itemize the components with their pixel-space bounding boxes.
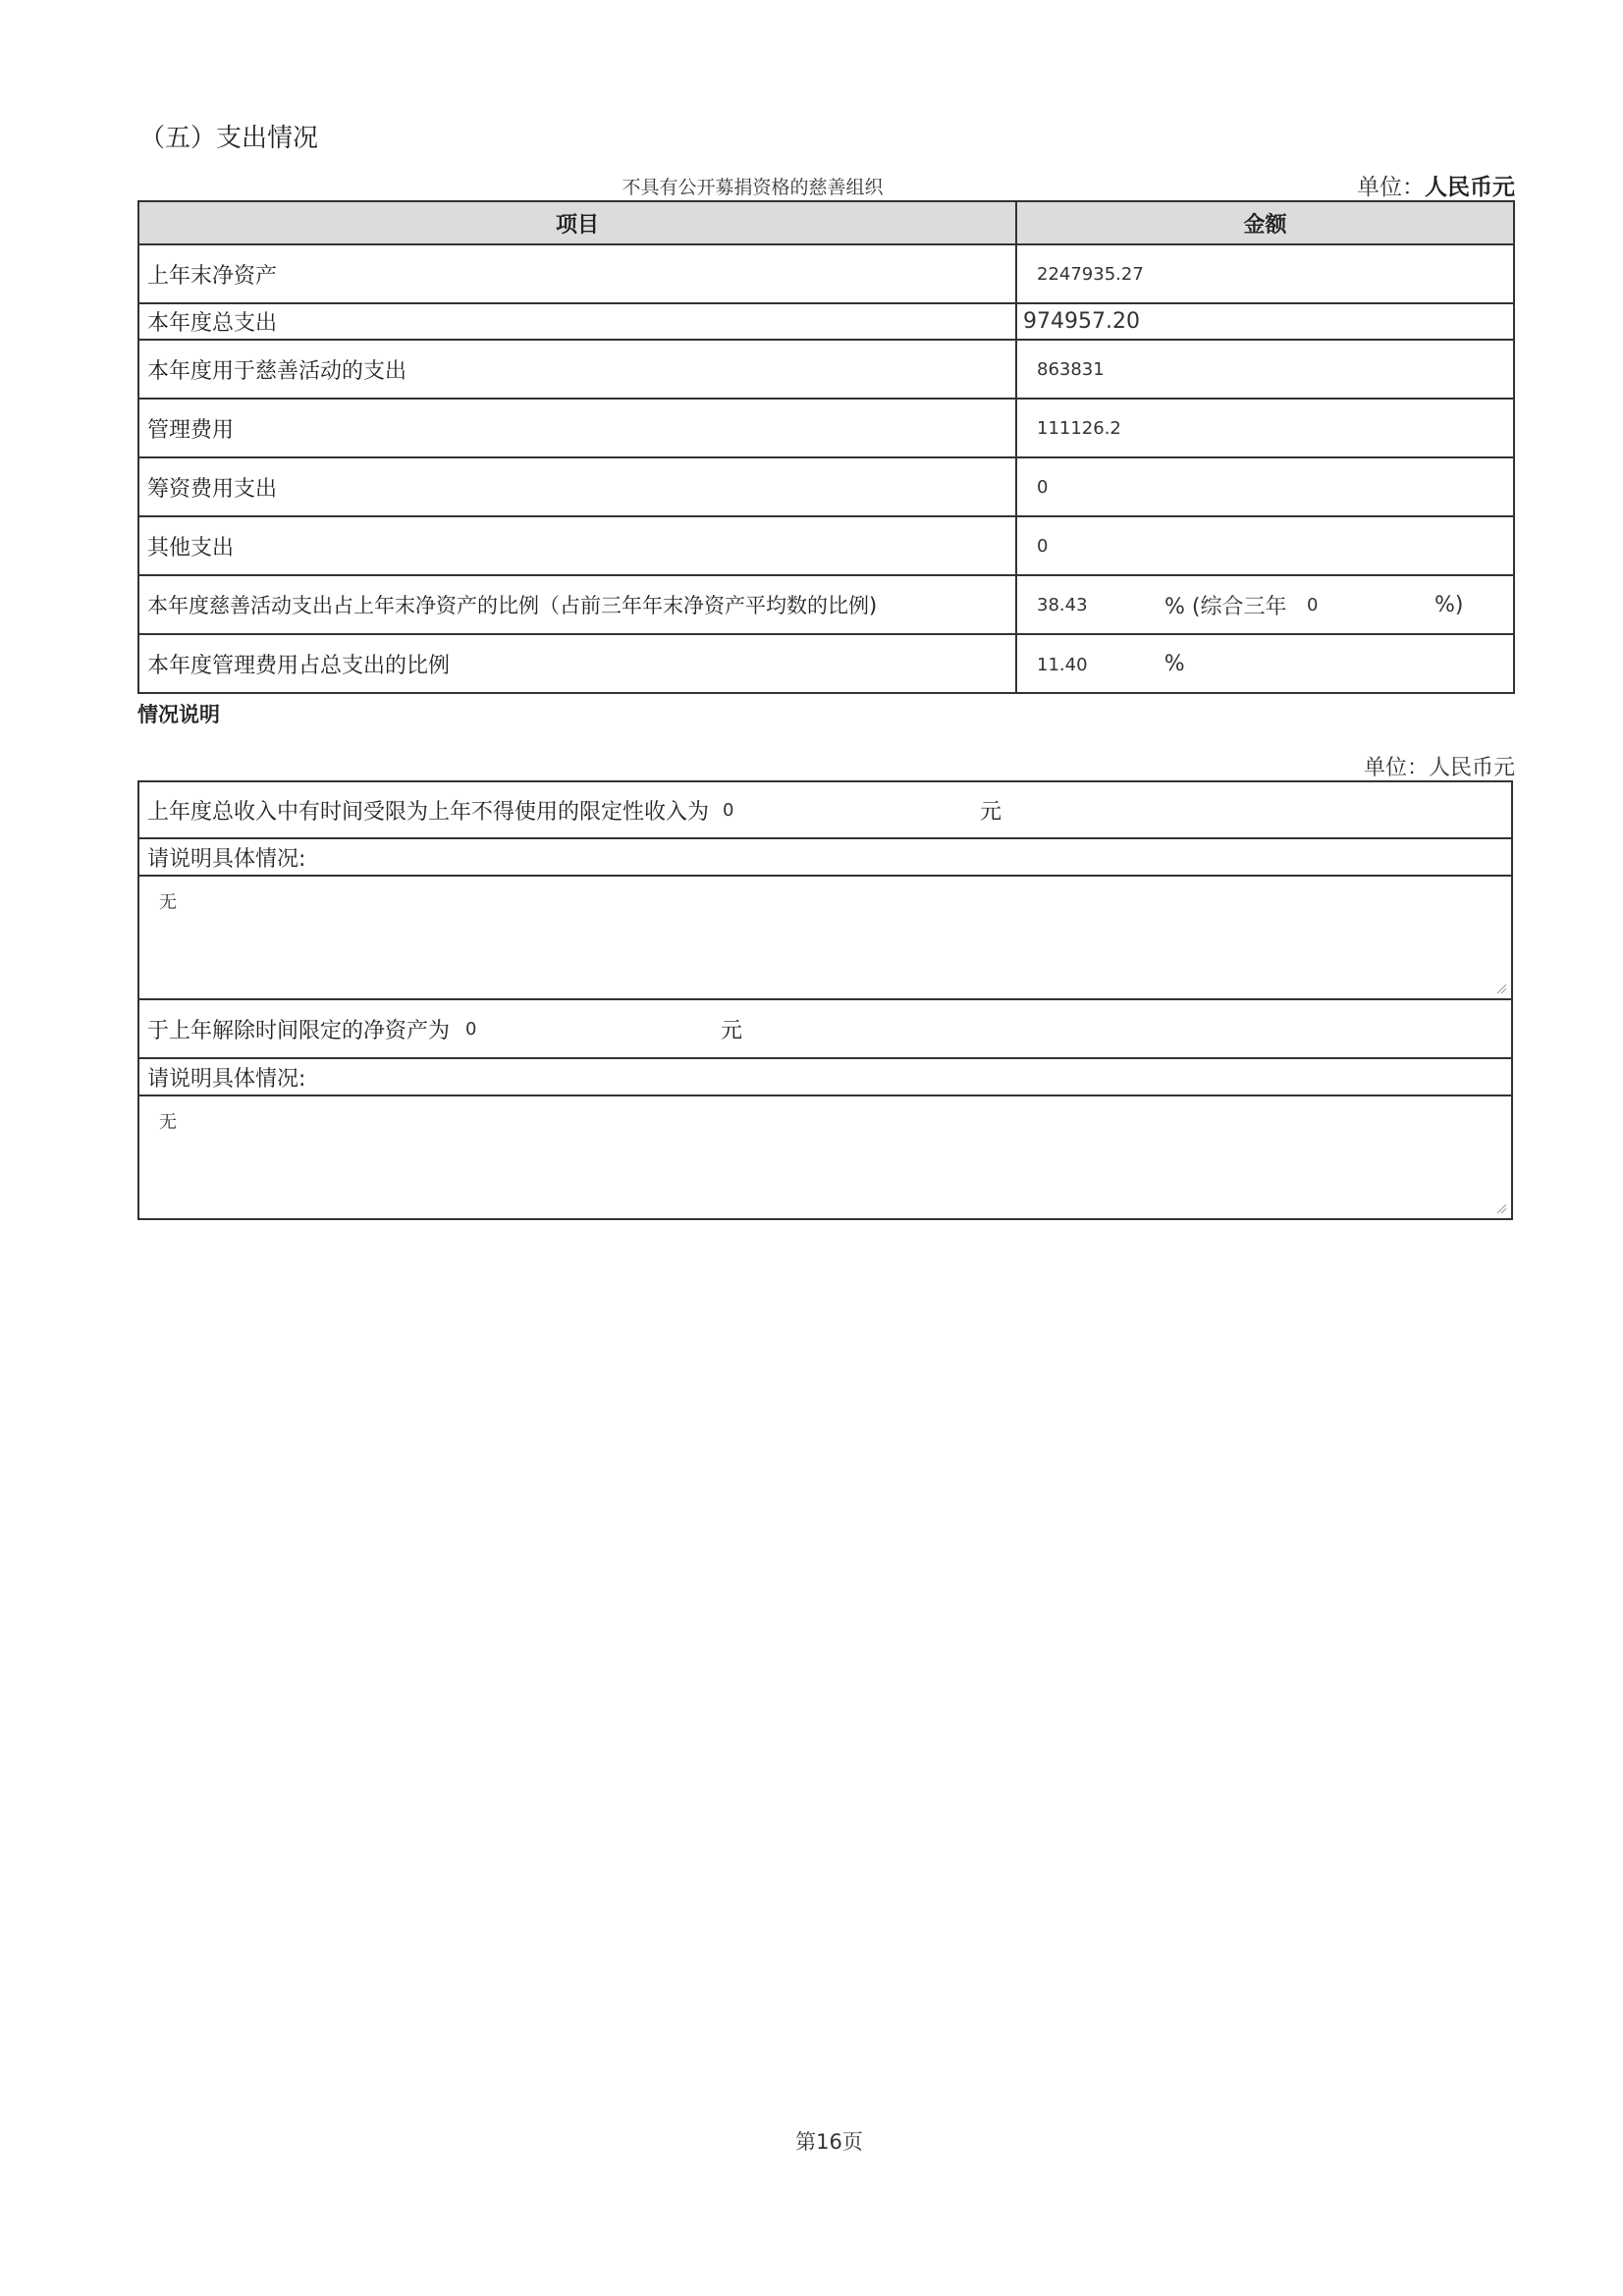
unit-prefix: 单位： <box>1357 175 1425 200</box>
restricted-income-box <box>137 780 1513 1000</box>
restricted-income-row <box>139 782 1511 839</box>
explain-label-row-1 <box>139 839 1511 877</box>
unit-currency: 人民币元 <box>1425 175 1515 200</box>
three-year-value[interactable]: 0 <box>1307 594 1319 615</box>
restricted-income-value[interactable]: 0 <box>723 799 734 821</box>
notes-unit: 单位：人民币元 <box>1363 756 1515 780</box>
table-subtitle: 不具有公开募捐资格的慈善组织 <box>622 177 884 198</box>
row-value[interactable]: 2247935.27 <box>1016 244 1514 303</box>
row-value[interactable]: 0 <box>1016 516 1514 575</box>
header-item: 项目 <box>138 201 1016 244</box>
unit-label <box>1357 169 1515 201</box>
resize-grip-icon[interactable] <box>1495 1202 1507 1214</box>
row-label: 筹资费用支出 <box>138 457 1016 516</box>
table-header-row <box>138 201 1514 244</box>
explain-text-2: 无 <box>159 1112 177 1133</box>
mgmt-ratio-value[interactable]: 11.40 <box>1037 654 1088 675</box>
ratio-mid-text: % (综合三年 <box>1164 594 1287 619</box>
row-value[interactable]: 863831 <box>1016 340 1514 399</box>
row-label: 管理费用 <box>138 399 1016 457</box>
page-number: 第16页 <box>795 2130 863 2154</box>
ratio-end-text: %) <box>1434 592 1464 617</box>
row-label: 本年度用于慈善活动的支出 <box>138 340 1016 399</box>
released-assets-label: 于上年解除时间限定的净资产为 <box>147 1018 451 1043</box>
notes-title: 情况说明 <box>137 703 220 726</box>
expenditure-table <box>137 200 1515 694</box>
row-value[interactable]: 111126.2 <box>1016 399 1514 457</box>
table-row <box>138 399 1514 457</box>
section-title: （五）支出情况 <box>139 124 319 153</box>
released-assets-row <box>139 1000 1511 1059</box>
ratio-value[interactable]: 38.43 <box>1037 594 1088 615</box>
released-assets-value[interactable]: 0 <box>465 1018 477 1040</box>
table-row <box>138 244 1514 303</box>
row-label: 上年末净资产 <box>138 244 1016 303</box>
mgmt-ratio-label: 本年度管理费用占总支出的比例 <box>138 634 1016 693</box>
mgmt-ratio-suffix: % <box>1163 651 1185 676</box>
resize-grip-icon[interactable] <box>1495 983 1507 994</box>
header-amount: 金额 <box>1016 201 1514 244</box>
explain-label-1: 请说明具体情况: <box>147 846 306 872</box>
ratio-label: 本年度慈善活动支出占上年末净资产的比例（占前三年年末净资产平均数的比例) <box>138 575 1016 634</box>
restricted-income-unit: 元 <box>980 799 1002 825</box>
explain-textarea-1[interactable] <box>139 877 1511 998</box>
mgmt-ratio-row <box>138 634 1514 693</box>
table-row <box>138 303 1514 340</box>
row-label: 本年度总支出 <box>138 303 1016 340</box>
table-row <box>138 516 1514 575</box>
row-label: 其他支出 <box>138 516 1016 575</box>
released-assets-box <box>137 998 1513 1220</box>
row-value[interactable]: 974957.20 <box>1016 303 1514 340</box>
table-row <box>138 457 1514 516</box>
restricted-income-label: 上年度总收入中有时间受限为上年不得使用的限定性收入为 <box>147 799 710 825</box>
explain-label-row-2 <box>139 1059 1511 1096</box>
mgmt-ratio-cell <box>1016 634 1514 693</box>
explain-text-1: 无 <box>159 892 177 913</box>
ratio-cell <box>1016 575 1514 634</box>
ratio-row <box>138 575 1514 634</box>
row-value[interactable]: 0 <box>1016 457 1514 516</box>
table-row <box>138 340 1514 399</box>
released-assets-unit: 元 <box>721 1018 743 1043</box>
explain-label-2: 请说明具体情况: <box>147 1066 306 1092</box>
explain-textarea-2[interactable] <box>139 1096 1511 1218</box>
